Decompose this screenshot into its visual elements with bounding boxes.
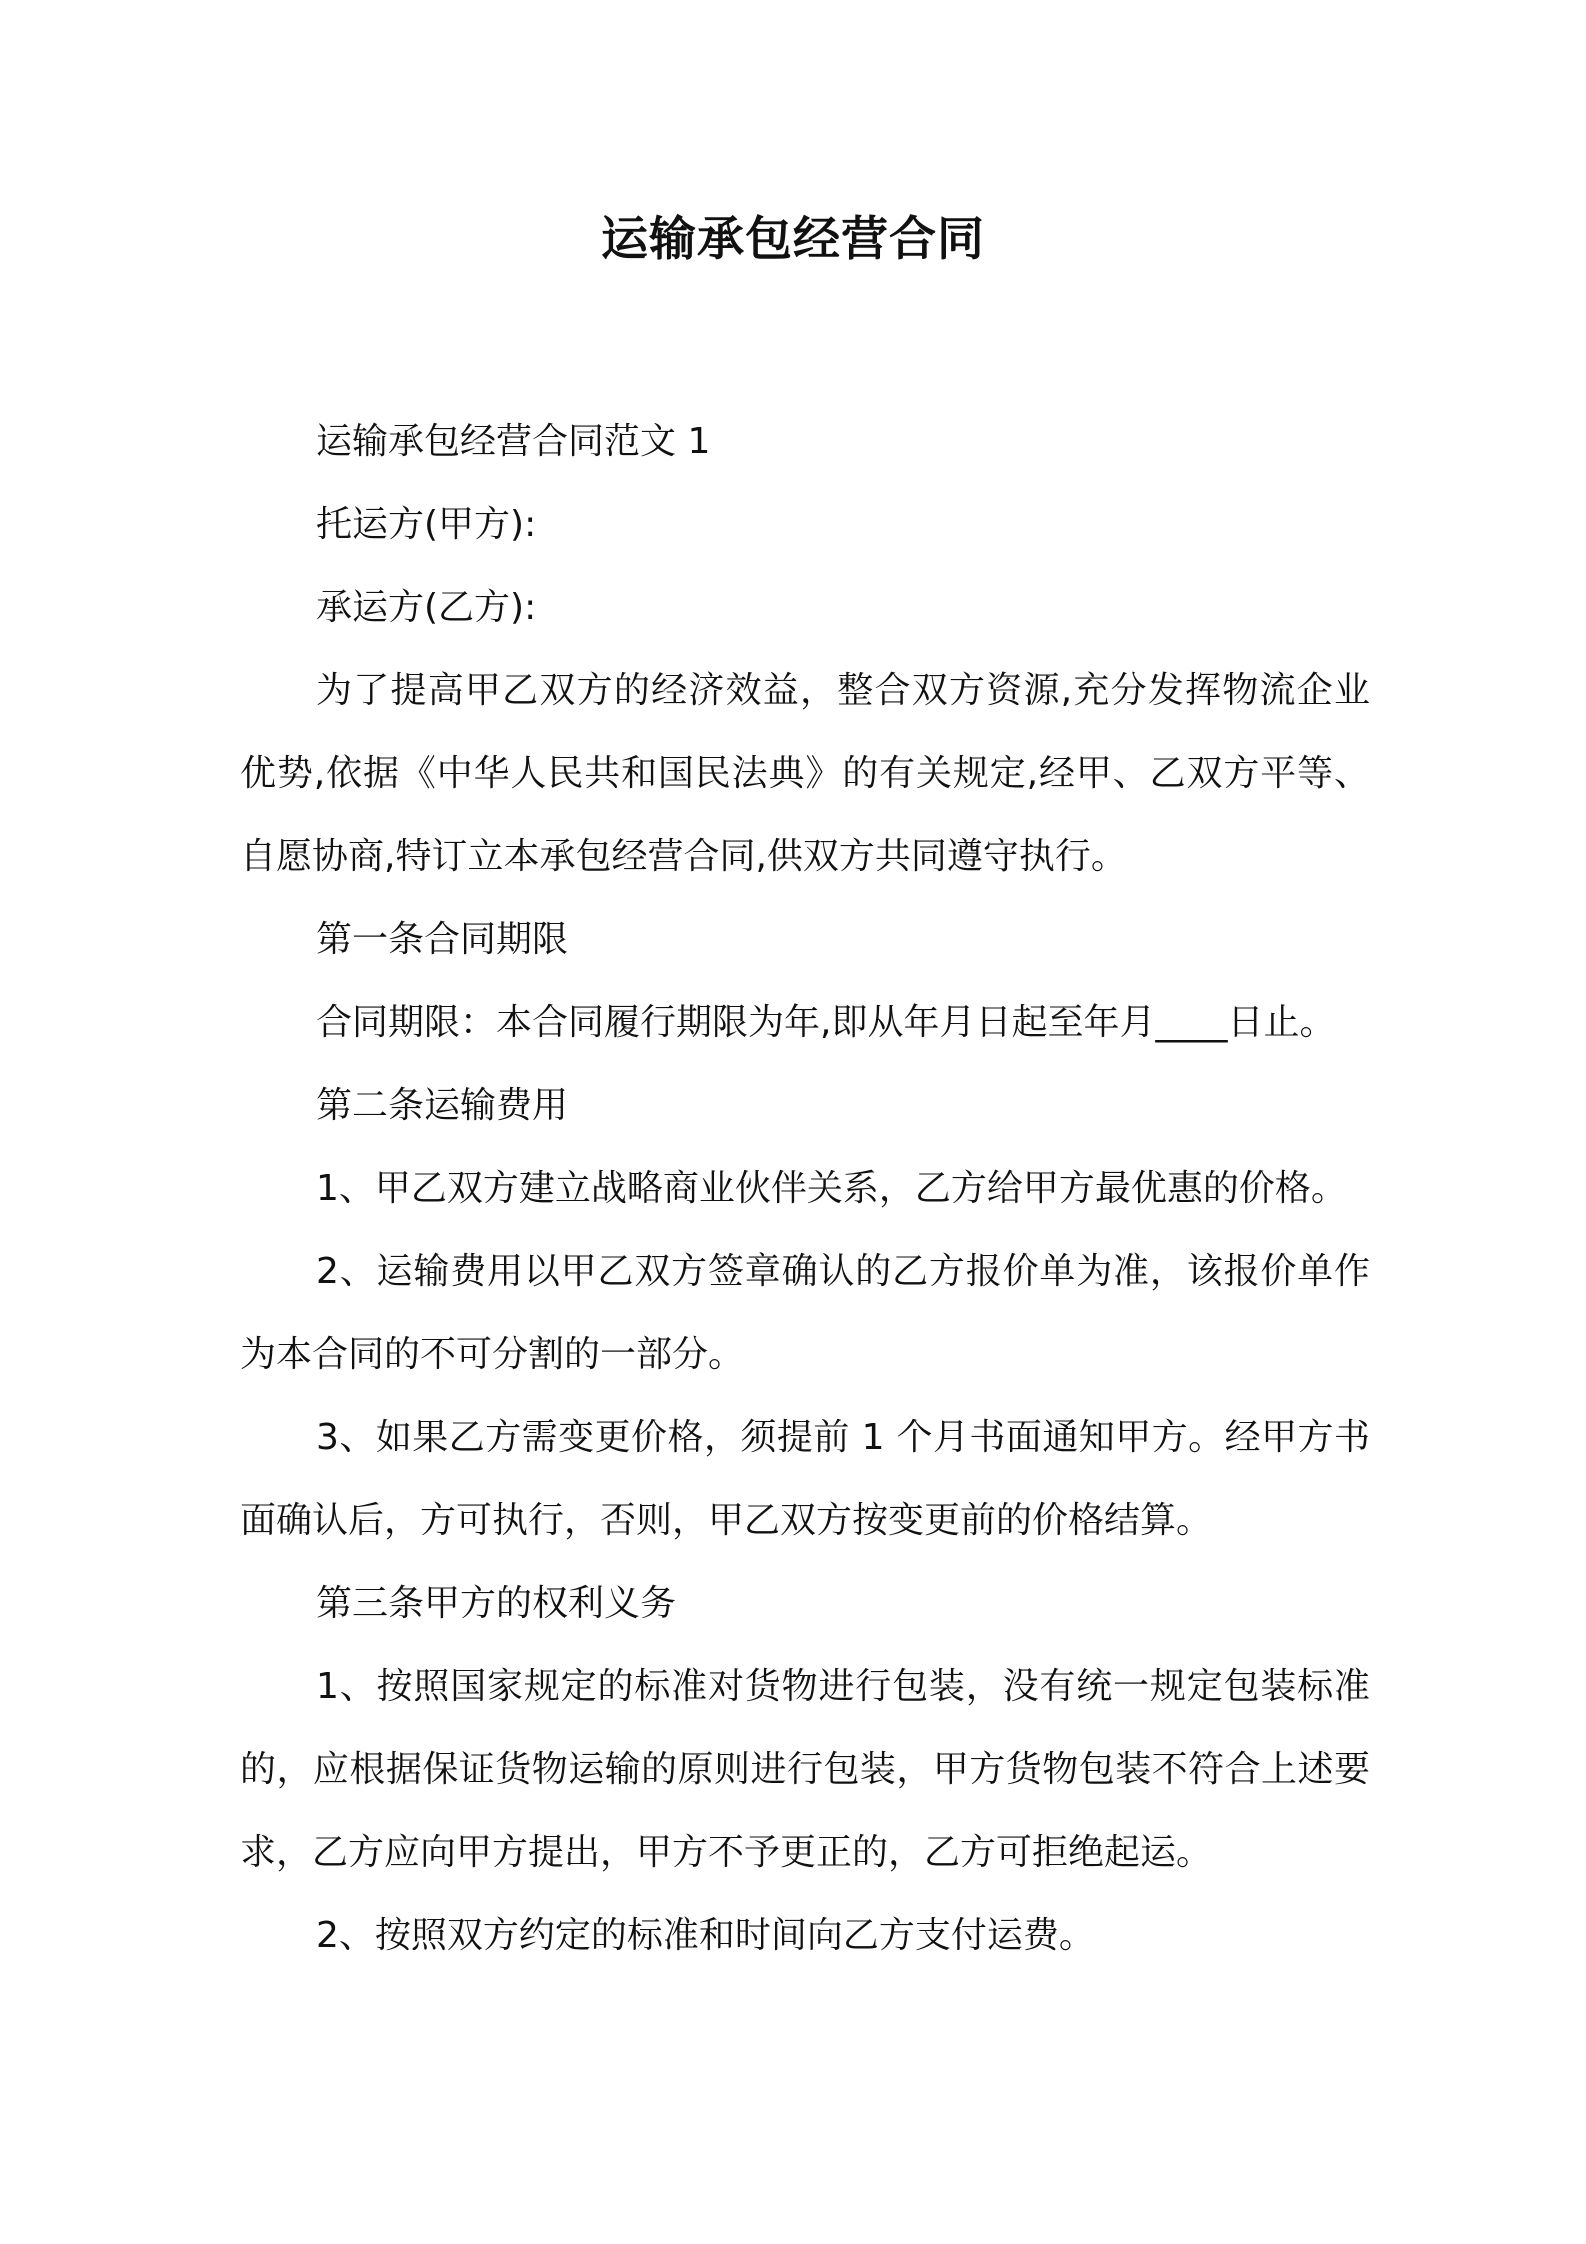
paragraph-fees-3: 3、如果乙方需变更价格，须提前 1 个月书面通知甲方。经甲方书面确认后，方可执行，否则，甲乙双方按变更前的价格结算。 bbox=[240, 1417, 1370, 1541]
document-title: 运输承包经营合同 bbox=[601, 212, 985, 267]
document-body bbox=[240, 400, 1370, 1977]
paragraph-fees-1: 1、甲乙双方建立战略商业伙伴关系，乙方给甲方最优惠的价格。 bbox=[316, 1168, 1347, 1209]
paragraph-subtitle: 运输承包经营合同范文 1 bbox=[316, 421, 711, 462]
paragraph-term: 合同期限：本合同履行期限为年,即从年月日起至年月____日止。 bbox=[316, 1002, 1336, 1043]
section-heading-party-a: 第三条甲方的权利义务 bbox=[316, 1583, 677, 1624]
paragraph-carrier: 承运方(乙方): bbox=[316, 587, 537, 628]
section-heading-term: 第一条合同期限 bbox=[316, 919, 569, 960]
paragraph-party-a-1: 1、按照国家规定的标准对货物进行包装，没有统一规定包装标准的，应根据保证货物运输的原则进行包装，甲方货物包装不符合上述要求，乙方应向甲方提出，甲方不予更正的，乙方可拒绝起运。 bbox=[240, 1666, 1370, 1873]
paragraph-fees-2: 2、运输费用以甲乙双方签章确认的乙方报价单为准，该报价单作为本合同的不可分割的一部分。 bbox=[240, 1251, 1370, 1375]
paragraph-shipper: 托运方(甲方): bbox=[316, 504, 537, 545]
section-heading-fees: 第二条运输费用 bbox=[316, 1085, 569, 1126]
paragraph-party-a-2: 2、按照双方约定的标准和时间向乙方支付运费。 bbox=[316, 1915, 1095, 1956]
paragraph-preamble: 为了提高甲乙双方的经济效益，整合双方资源,充分发挥物流企业优势,依据《中华人民共和国民法典》的有关规定,经甲、乙双方平等、自愿协商,特订立本承包经营合同,供双方共同遵守执行。 bbox=[240, 670, 1370, 877]
